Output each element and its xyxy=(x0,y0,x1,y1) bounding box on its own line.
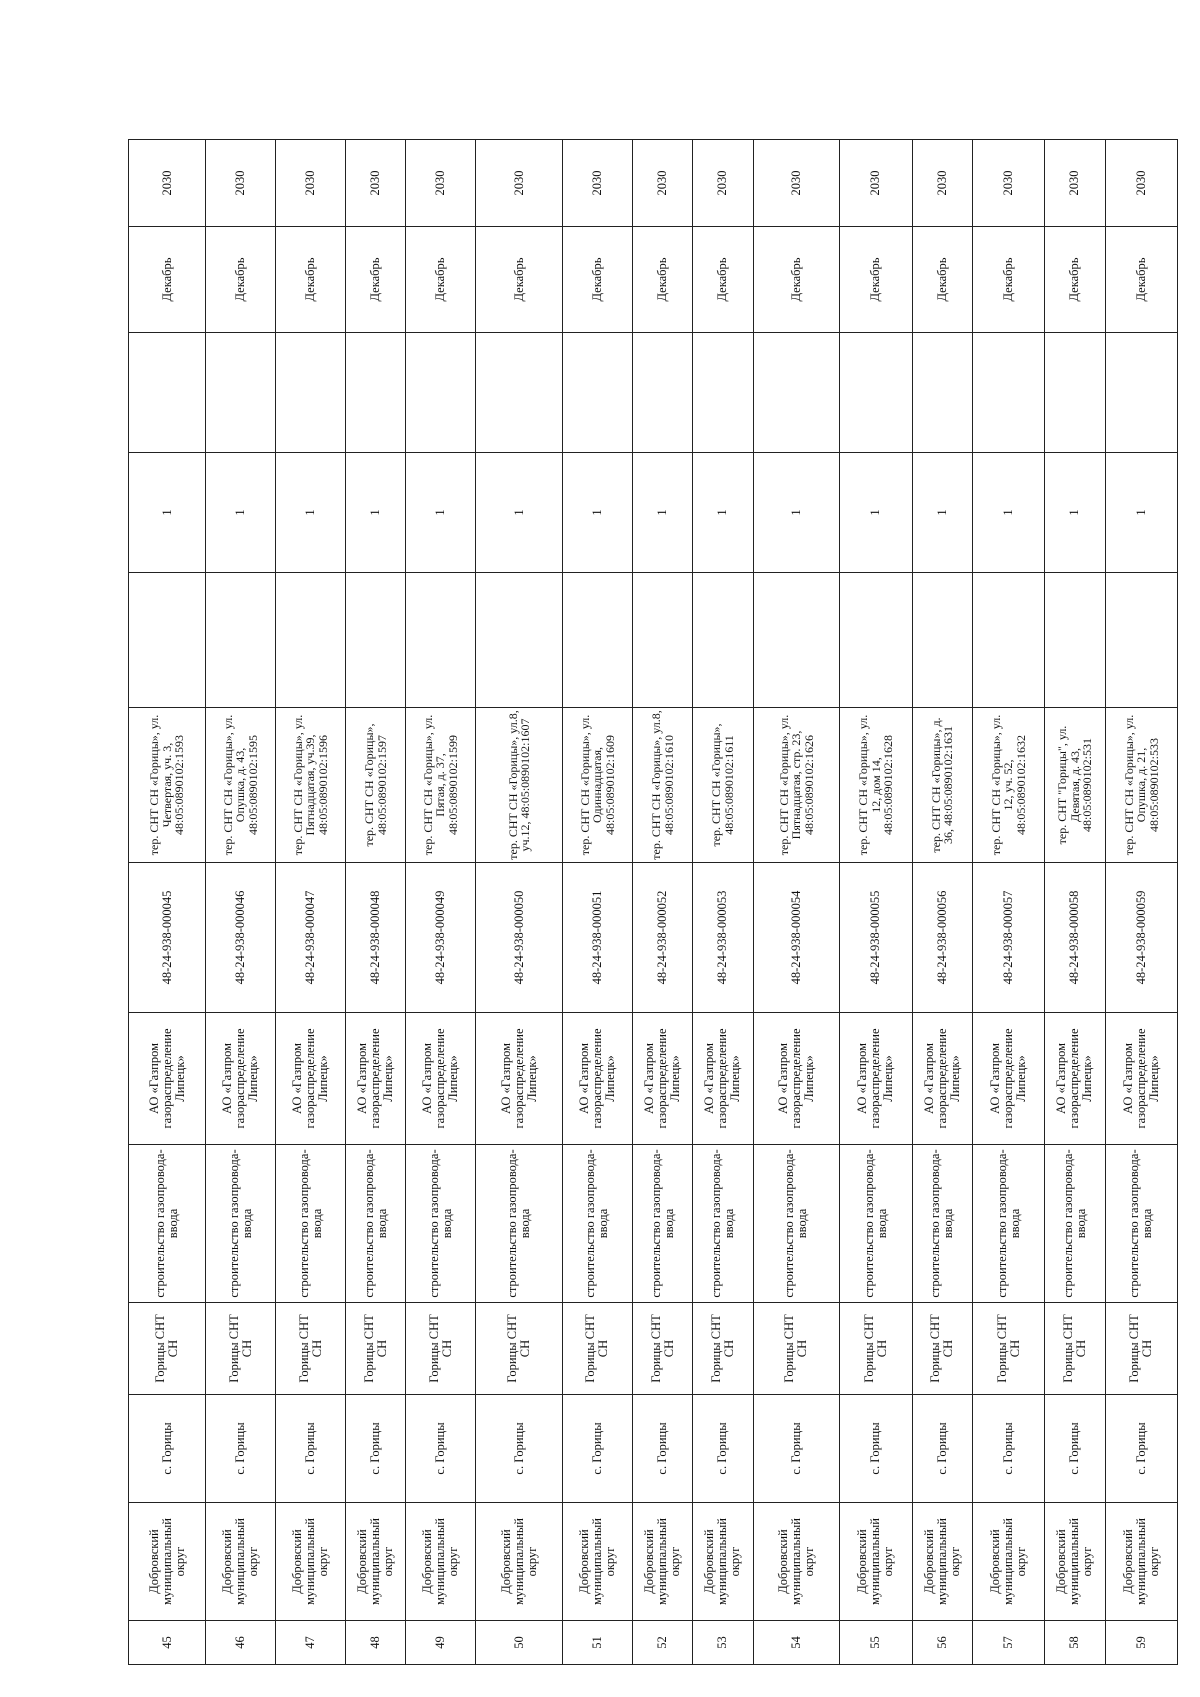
month-cell: Декабрь xyxy=(1045,227,1105,333)
count-cell: 1 xyxy=(1045,453,1105,573)
district-cell: Добровский муниципальный округ xyxy=(912,1503,972,1621)
count-cell: 1 xyxy=(563,453,633,573)
work-type-cell: строительство газопровода-ввода xyxy=(972,1145,1044,1303)
count-cell: 1 xyxy=(406,453,476,573)
month-cell: Декабрь xyxy=(346,227,406,333)
work-type-cell: строительство газопровода-ввода xyxy=(912,1145,972,1303)
district-cell: Добровский муниципальный округ xyxy=(972,1503,1044,1621)
empty-cell xyxy=(129,573,206,708)
work-type-cell: строительство газопровода-ввода xyxy=(753,1145,840,1303)
object-cell: Горицы СНТ СН xyxy=(206,1303,276,1395)
row-number: 50 xyxy=(476,1621,563,1665)
work-type-cell: строительство газопровода-ввода xyxy=(1045,1145,1105,1303)
organization-cell: АО «Газпром газораспределение Липецк» xyxy=(563,1013,633,1145)
object-cell: Горицы СНТ СН xyxy=(912,1303,972,1395)
row-number: 55 xyxy=(840,1621,912,1665)
district-cell: Добровский муниципальный округ xyxy=(563,1503,633,1621)
work-type-cell: строительство газопровода-ввода xyxy=(276,1145,346,1303)
row-number: 54 xyxy=(753,1621,840,1665)
object-code-cell: 48-24-938-000053 xyxy=(693,863,753,1013)
work-type-cell: строительство газопровода-ввода xyxy=(563,1145,633,1303)
empty-cell xyxy=(632,333,692,453)
month-cell: Декабрь xyxy=(129,227,206,333)
empty-cell xyxy=(972,573,1044,708)
year-cell: 2030 xyxy=(693,140,753,227)
address-cell: тер. СНТ СН «Горицы», ул.8, 48:05:0890102:1610 xyxy=(632,708,692,863)
year-cell: 2030 xyxy=(563,140,633,227)
address-cell: тер. СНТ СН «Горицы», ул. Пятнадцатая, стр. 23, 48:05:0890102:1626 xyxy=(753,708,840,863)
empty-cell xyxy=(129,333,206,453)
empty-cell xyxy=(346,573,406,708)
count-cell: 1 xyxy=(912,453,972,573)
row-number: 47 xyxy=(276,1621,346,1665)
table-row xyxy=(1105,140,1177,1665)
object-code-cell: 48-24-938-000048 xyxy=(346,863,406,1013)
object-cell: Горицы СНТ СН xyxy=(1045,1303,1105,1395)
settlement-cell: с. Горицы xyxy=(276,1395,346,1503)
district-cell: Добровский муниципальный округ xyxy=(406,1503,476,1621)
row-number: 51 xyxy=(563,1621,633,1665)
year-cell: 2030 xyxy=(406,140,476,227)
empty-cell xyxy=(406,333,476,453)
table-row xyxy=(206,140,276,1665)
count-cell: 1 xyxy=(276,453,346,573)
empty-cell xyxy=(693,333,753,453)
address-cell: тер. СНТ СН «Горицы», ул. 12, дом 14, 48:05:0890102:1628 xyxy=(840,708,912,863)
month-cell: Декабрь xyxy=(632,227,692,333)
table-row xyxy=(476,140,563,1665)
organization-cell: АО «Газпром газораспределение Липецк» xyxy=(1045,1013,1105,1145)
object-cell: Горицы СНТ СН xyxy=(276,1303,346,1395)
month-cell: Декабрь xyxy=(912,227,972,333)
count-cell: 1 xyxy=(753,453,840,573)
year-cell: 2030 xyxy=(346,140,406,227)
count-cell: 1 xyxy=(693,453,753,573)
table-row xyxy=(346,140,406,1665)
month-cell: Декабрь xyxy=(563,227,633,333)
settlement-cell: с. Горицы xyxy=(406,1395,476,1503)
month-cell: Декабрь xyxy=(840,227,912,333)
row-number: 46 xyxy=(206,1621,276,1665)
object-cell: Горицы СНТ СН xyxy=(753,1303,840,1395)
table-row xyxy=(840,140,912,1665)
year-cell: 2030 xyxy=(972,140,1044,227)
object-code-cell: 48-24-938-000045 xyxy=(129,863,206,1013)
work-type-cell: строительство газопровода-ввода xyxy=(346,1145,406,1303)
count-cell: 1 xyxy=(972,453,1044,573)
table-row xyxy=(693,140,753,1665)
year-cell: 2030 xyxy=(632,140,692,227)
settlement-cell: с. Горицы xyxy=(840,1395,912,1503)
empty-cell xyxy=(1105,333,1177,453)
object-cell: Горицы СНТ СН xyxy=(693,1303,753,1395)
count-cell: 1 xyxy=(1105,453,1177,573)
row-number: 58 xyxy=(1045,1621,1105,1665)
empty-cell xyxy=(563,573,633,708)
month-cell: Декабрь xyxy=(476,227,563,333)
object-code-cell: 48-24-938-000055 xyxy=(840,863,912,1013)
district-cell: Добровский муниципальный округ xyxy=(840,1503,912,1621)
address-cell: тер. СНТ СН «Горицы», ул. Пятнадцатая, уч.39, 48:05:0890102:1596 xyxy=(276,708,346,863)
count-cell: 1 xyxy=(840,453,912,573)
empty-cell xyxy=(753,333,840,453)
empty-cell xyxy=(206,333,276,453)
row-number: 56 xyxy=(912,1621,972,1665)
settlement-cell: с. Горицы xyxy=(1105,1395,1177,1503)
empty-cell xyxy=(840,573,912,708)
table-row xyxy=(972,140,1044,1665)
address-cell: тер. СНТ СН «Горицы», ул. Четвертая, уч. 3, 48:05:0890102:1593 xyxy=(129,708,206,863)
work-type-cell: строительство газопровода-ввода xyxy=(129,1145,206,1303)
count-cell: 1 xyxy=(632,453,692,573)
month-cell: Декабрь xyxy=(693,227,753,333)
count-cell: 1 xyxy=(206,453,276,573)
object-cell: Горицы СНТ СН xyxy=(840,1303,912,1395)
address-cell: тер. СНТ СН «Горицы», ул.8, уч.12, 48:05:0890102:1607 xyxy=(476,708,563,863)
settlement-cell: с. Горицы xyxy=(1045,1395,1105,1503)
district-cell: Добровский муниципальный округ xyxy=(276,1503,346,1621)
district-cell: Добровский муниципальный округ xyxy=(1105,1503,1177,1621)
work-type-cell: строительство газопровода-ввода xyxy=(406,1145,476,1303)
work-type-cell: строительство газопровода-ввода xyxy=(693,1145,753,1303)
month-cell: Декабрь xyxy=(206,227,276,333)
work-type-cell: строительство газопровода-ввода xyxy=(1105,1145,1177,1303)
table-row xyxy=(563,140,633,1665)
year-cell: 2030 xyxy=(1045,140,1105,227)
object-code-cell: 48-24-938-000051 xyxy=(563,863,633,1013)
empty-cell xyxy=(563,333,633,453)
table-row xyxy=(406,140,476,1665)
object-code-cell: 48-24-938-000047 xyxy=(276,863,346,1013)
object-cell: Горицы СНТ СН xyxy=(972,1303,1044,1395)
object-code-cell: 48-24-938-000059 xyxy=(1105,863,1177,1013)
organization-cell: АО «Газпром газораспределение Липецк» xyxy=(206,1013,276,1145)
settlement-cell: с. Горицы xyxy=(693,1395,753,1503)
table-body xyxy=(129,140,1178,1665)
year-cell: 2030 xyxy=(129,140,206,227)
year-cell: 2030 xyxy=(753,140,840,227)
district-cell: Добровский муниципальный округ xyxy=(753,1503,840,1621)
object-code-cell: 48-24-938-000054 xyxy=(753,863,840,1013)
address-cell: тер. СНТ СН «Горицы», ул. Пятая, д. 37, 48:05:0890102:1599 xyxy=(406,708,476,863)
object-code-cell: 48-24-938-000057 xyxy=(972,863,1044,1013)
row-number: 59 xyxy=(1105,1621,1177,1665)
organization-cell: АО «Газпром газораспределение Липецк» xyxy=(753,1013,840,1145)
empty-cell xyxy=(693,573,753,708)
row-number: 49 xyxy=(406,1621,476,1665)
table-row xyxy=(912,140,972,1665)
organization-cell: АО «Газпром газораспределение Липецк» xyxy=(406,1013,476,1145)
row-number: 57 xyxy=(972,1621,1044,1665)
settlement-cell: с. Горицы xyxy=(753,1395,840,1503)
row-number: 48 xyxy=(346,1621,406,1665)
year-cell: 2030 xyxy=(912,140,972,227)
count-cell: 1 xyxy=(476,453,563,573)
empty-cell xyxy=(632,573,692,708)
organization-cell: АО «Газпром газораспределение Липецк» xyxy=(1105,1013,1177,1145)
object-code-cell: 48-24-938-000050 xyxy=(476,863,563,1013)
year-cell: 2030 xyxy=(840,140,912,227)
organization-cell: АО «Газпром газораспределение Липецк» xyxy=(346,1013,406,1145)
address-cell: тер. СНТ СН «Горицы», ул. Опушка, д. 21, 48:05:0890102:533 xyxy=(1105,708,1177,863)
month-cell: Декабрь xyxy=(276,227,346,333)
object-cell: Горицы СНТ СН xyxy=(1105,1303,1177,1395)
district-cell: Добровский муниципальный округ xyxy=(129,1503,206,1621)
table-row xyxy=(129,140,206,1665)
object-cell: Горицы СНТ СН xyxy=(129,1303,206,1395)
district-cell: Добровский муниципальный округ xyxy=(693,1503,753,1621)
organization-cell: АО «Газпром газораспределение Липецк» xyxy=(912,1013,972,1145)
district-cell: Добровский муниципальный округ xyxy=(346,1503,406,1621)
table-row xyxy=(1045,140,1105,1665)
month-cell: Декабрь xyxy=(406,227,476,333)
empty-cell xyxy=(406,573,476,708)
address-cell: тер. СНТ "Горицы", ул. Девятая, д. 43, 48:05:0890102:531 xyxy=(1045,708,1105,863)
empty-cell xyxy=(753,573,840,708)
object-code-cell: 48-24-938-000046 xyxy=(206,863,276,1013)
address-cell: тер. СНТ СН «Горицы», 48:05:0890102:1611 xyxy=(693,708,753,863)
empty-cell xyxy=(476,333,563,453)
gas-connection-table xyxy=(128,139,1178,1665)
empty-cell xyxy=(1045,333,1105,453)
organization-cell: АО «Газпром газораспределение Липецк» xyxy=(476,1013,563,1145)
empty-cell xyxy=(912,333,972,453)
rotated-page xyxy=(128,140,1178,1665)
count-cell: 1 xyxy=(346,453,406,573)
year-cell: 2030 xyxy=(476,140,563,227)
empty-cell xyxy=(346,333,406,453)
organization-cell: АО «Газпром газораспределение Липецк» xyxy=(129,1013,206,1145)
district-cell: Добровский муниципальный округ xyxy=(476,1503,563,1621)
row-number: 52 xyxy=(632,1621,692,1665)
year-cell: 2030 xyxy=(206,140,276,227)
count-cell: 1 xyxy=(129,453,206,573)
empty-cell xyxy=(840,333,912,453)
table-row xyxy=(632,140,692,1665)
settlement-cell: с. Горицы xyxy=(972,1395,1044,1503)
empty-cell xyxy=(276,333,346,453)
settlement-cell: с. Горицы xyxy=(476,1395,563,1503)
organization-cell: АО «Газпром газораспределение Липецк» xyxy=(972,1013,1044,1145)
empty-cell xyxy=(476,573,563,708)
district-cell: Добровский муниципальный округ xyxy=(1045,1503,1105,1621)
settlement-cell: с. Горицы xyxy=(563,1395,633,1503)
object-cell: Горицы СНТ СН xyxy=(476,1303,563,1395)
address-cell: тер. СНТ СН «Горицы», ул. 12, уч. 52, 48:05:0890102:1632 xyxy=(972,708,1044,863)
empty-cell xyxy=(206,573,276,708)
object-cell: Горицы СНТ СН xyxy=(632,1303,692,1395)
table-row xyxy=(753,140,840,1665)
month-cell: Декабрь xyxy=(972,227,1044,333)
table-row xyxy=(276,140,346,1665)
organization-cell: АО «Газпром газораспределение Липецк» xyxy=(693,1013,753,1145)
object-code-cell: 48-24-938-000052 xyxy=(632,863,692,1013)
object-cell: Горицы СНТ СН xyxy=(406,1303,476,1395)
organization-cell: АО «Газпром газораспределение Липецк» xyxy=(632,1013,692,1145)
work-type-cell: строительство газопровода-ввода xyxy=(632,1145,692,1303)
row-number: 53 xyxy=(693,1621,753,1665)
empty-cell xyxy=(276,573,346,708)
settlement-cell: с. Горицы xyxy=(206,1395,276,1503)
empty-cell xyxy=(912,573,972,708)
work-type-cell: строительство газопровода-ввода xyxy=(476,1145,563,1303)
empty-cell xyxy=(972,333,1044,453)
district-cell: Добровский муниципальный округ xyxy=(206,1503,276,1621)
address-cell: тер. СНТ СН «Горицы», ул. Опушка, д. 43, 48:05:0890102:1595 xyxy=(206,708,276,863)
work-type-cell: строительство газопровода-ввода xyxy=(206,1145,276,1303)
object-code-cell: 48-24-938-000058 xyxy=(1045,863,1105,1013)
object-code-cell: 48-24-938-000049 xyxy=(406,863,476,1013)
address-cell: тер. СНТ СН «Горицы», 48:05:0890102:1597 xyxy=(346,708,406,863)
settlement-cell: с. Горицы xyxy=(129,1395,206,1503)
empty-cell xyxy=(1105,573,1177,708)
work-type-cell: строительство газопровода-ввода xyxy=(840,1145,912,1303)
month-cell: Декабрь xyxy=(1105,227,1177,333)
settlement-cell: с. Горицы xyxy=(632,1395,692,1503)
settlement-cell: с. Горицы xyxy=(346,1395,406,1503)
object-cell: Горицы СНТ СН xyxy=(563,1303,633,1395)
organization-cell: АО «Газпром газораспределение Липецк» xyxy=(840,1013,912,1145)
year-cell: 2030 xyxy=(1105,140,1177,227)
row-number: 45 xyxy=(129,1621,206,1665)
empty-cell xyxy=(1045,573,1105,708)
month-cell: Декабрь xyxy=(753,227,840,333)
object-code-cell: 48-24-938-000056 xyxy=(912,863,972,1013)
organization-cell: АО «Газпром газораспределение Липецк» xyxy=(276,1013,346,1145)
address-cell: тер. СНТ СН «Горицы», ул. Одиннадцатая, 48:05:0890102:1609 xyxy=(563,708,633,863)
settlement-cell: с. Горицы xyxy=(912,1395,972,1503)
year-cell: 2030 xyxy=(276,140,346,227)
address-cell: тер. СНТ СН «Горицы», д. 36, 48:05:0890102:1631 xyxy=(912,708,972,863)
object-cell: Горицы СНТ СН xyxy=(346,1303,406,1395)
district-cell: Добровский муниципальный округ xyxy=(632,1503,692,1621)
